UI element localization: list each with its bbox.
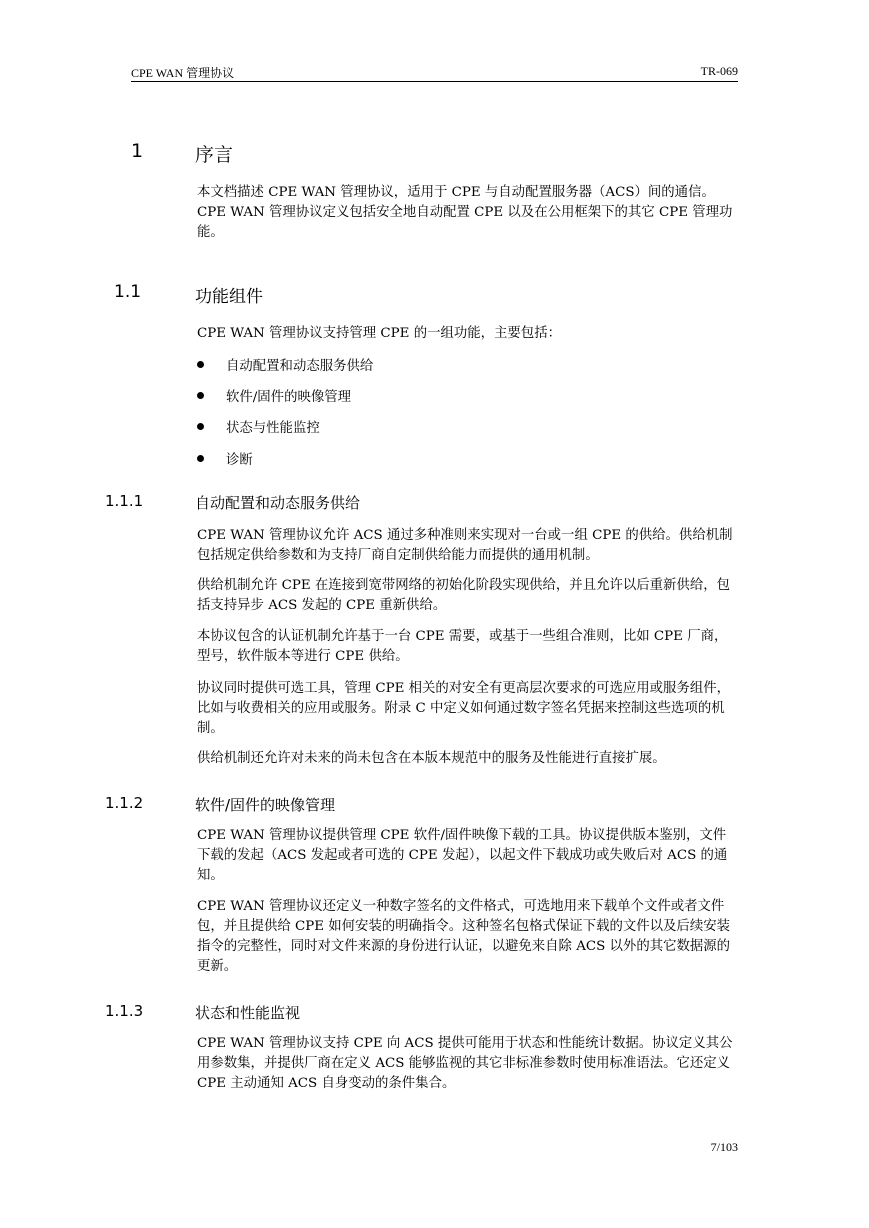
section-1-1-2-number: 1.1.2 bbox=[105, 794, 144, 812]
section-1-1-1-paragraph: 本协议包含的认证机制允许基于一台 CPE 需要，或基于一些组合准则，比如 CPE 厂商，型号，软件版本等进行 CPE 供给。 bbox=[197, 629, 728, 664]
page-number: 7/103 bbox=[710, 1140, 738, 1154]
list-item: 状态与性能监控 bbox=[197, 417, 320, 436]
section-1-1-1-paragraph: 供给机制允许 CPE 在连接到宽带网络的初始化阶段实现供给，并且允许以后重新供给，包括支持异步 ACS 发起的 CPE 重新供给。 bbox=[197, 578, 730, 613]
list-item: 自动配置和动态服务供给 bbox=[197, 355, 373, 374]
section-1-paragraph: 本文档描述 CPE WAN 管理协议，适用于 CPE 与自动配置服务器（ACS）间的通信。CPE WAN 管理协议定义包括安全地自动配置 CPE 以及在公用框架下的其它 CPE 管理功能。 bbox=[197, 185, 733, 240]
bullet-icon bbox=[197, 455, 204, 462]
section-1-1-3-title: 状态和性能监视 bbox=[195, 1004, 301, 1022]
section-1-1-3-number: 1.1.3 bbox=[105, 1002, 144, 1020]
section-1-1-1-title: 自动配置和动态服务供给 bbox=[195, 494, 361, 512]
section-1-1-1-paragraph: 供给机制还允许对未来的尚未包含在本版本规范中的服务及性能进行直接扩展。 bbox=[197, 751, 666, 766]
page-header bbox=[131, 63, 738, 82]
section-1-1-title: 功能组件 bbox=[195, 287, 263, 307]
section-1-1-1-paragraph: CPE WAN 管理协议允许 ACS 通过多种准则来实现对一台或一组 CPE 的供给。供给机制包括规定供给参数和为支持厂商自定制供给能力而提供的通用机制。 bbox=[197, 528, 733, 563]
section-1-1-1-number: 1.1.1 bbox=[105, 492, 144, 510]
bullet-icon bbox=[197, 361, 204, 368]
section-1-1-1-paragraph: 协议同时提供可选工具，管理 CPE 相关的对安全有更高层次要求的可选应用或服务组件，比如与收费相关的应用或服务。附录 C 中定义如何通过数字签名凭据来控制这些选项的机制。 bbox=[197, 681, 730, 736]
section-1-1-intro: CPE WAN 管理协议支持管理 CPE 的一组功能，主要包括： bbox=[197, 326, 561, 341]
section-1-1-2-title: 软件/固件的映像管理 bbox=[195, 796, 336, 814]
section-1-1-number: 1.1 bbox=[114, 282, 142, 302]
section-1-1-2-paragraph: CPE WAN 管理协议还定义一种数字签名的文件格式，可选地用来下载单个文件或者文件包，并且提供给 CPE 如何安装的明确指令。这种签名包格式保证下载的文件以及后续安装指令的完整性，同时对文件来源的身份进行认证，以避免来自除 ACS 以外的其它数据源的更新。 bbox=[197, 899, 731, 974]
section-number: 1 bbox=[131, 140, 144, 162]
list-item: 软件/固件的映像管理 bbox=[197, 386, 351, 405]
section-1-1-2-paragraph: CPE WAN 管理协议提供管理 CPE 软件/固件映像下载的工具。协议提供版本鉴别，文件下载的发起（ACS 发起或者可选的 CPE 发起），以起文件下载成功或失败后对 ACS 的通知。 bbox=[197, 828, 728, 883]
header-doc-id: TR-069 bbox=[700, 64, 738, 78]
list-item: 诊断 bbox=[197, 449, 253, 468]
section-1-1-3-paragraph: CPE WAN 管理协议支持 CPE 向 ACS 提供可能用于状态和性能统计数据。协议定义其公用参数集，并提供厂商在定义 ACS 能够监视的其它非标准参数时使用标准语法。它还定义 CPE 主动通知 ACS 自身变动的条件集合。 bbox=[197, 1036, 733, 1091]
section-title: 序言 bbox=[195, 144, 234, 166]
bullet-icon bbox=[197, 423, 204, 430]
header-doc-title: CPE WAN 管理协议 bbox=[131, 66, 235, 80]
bullet-icon bbox=[197, 392, 204, 399]
